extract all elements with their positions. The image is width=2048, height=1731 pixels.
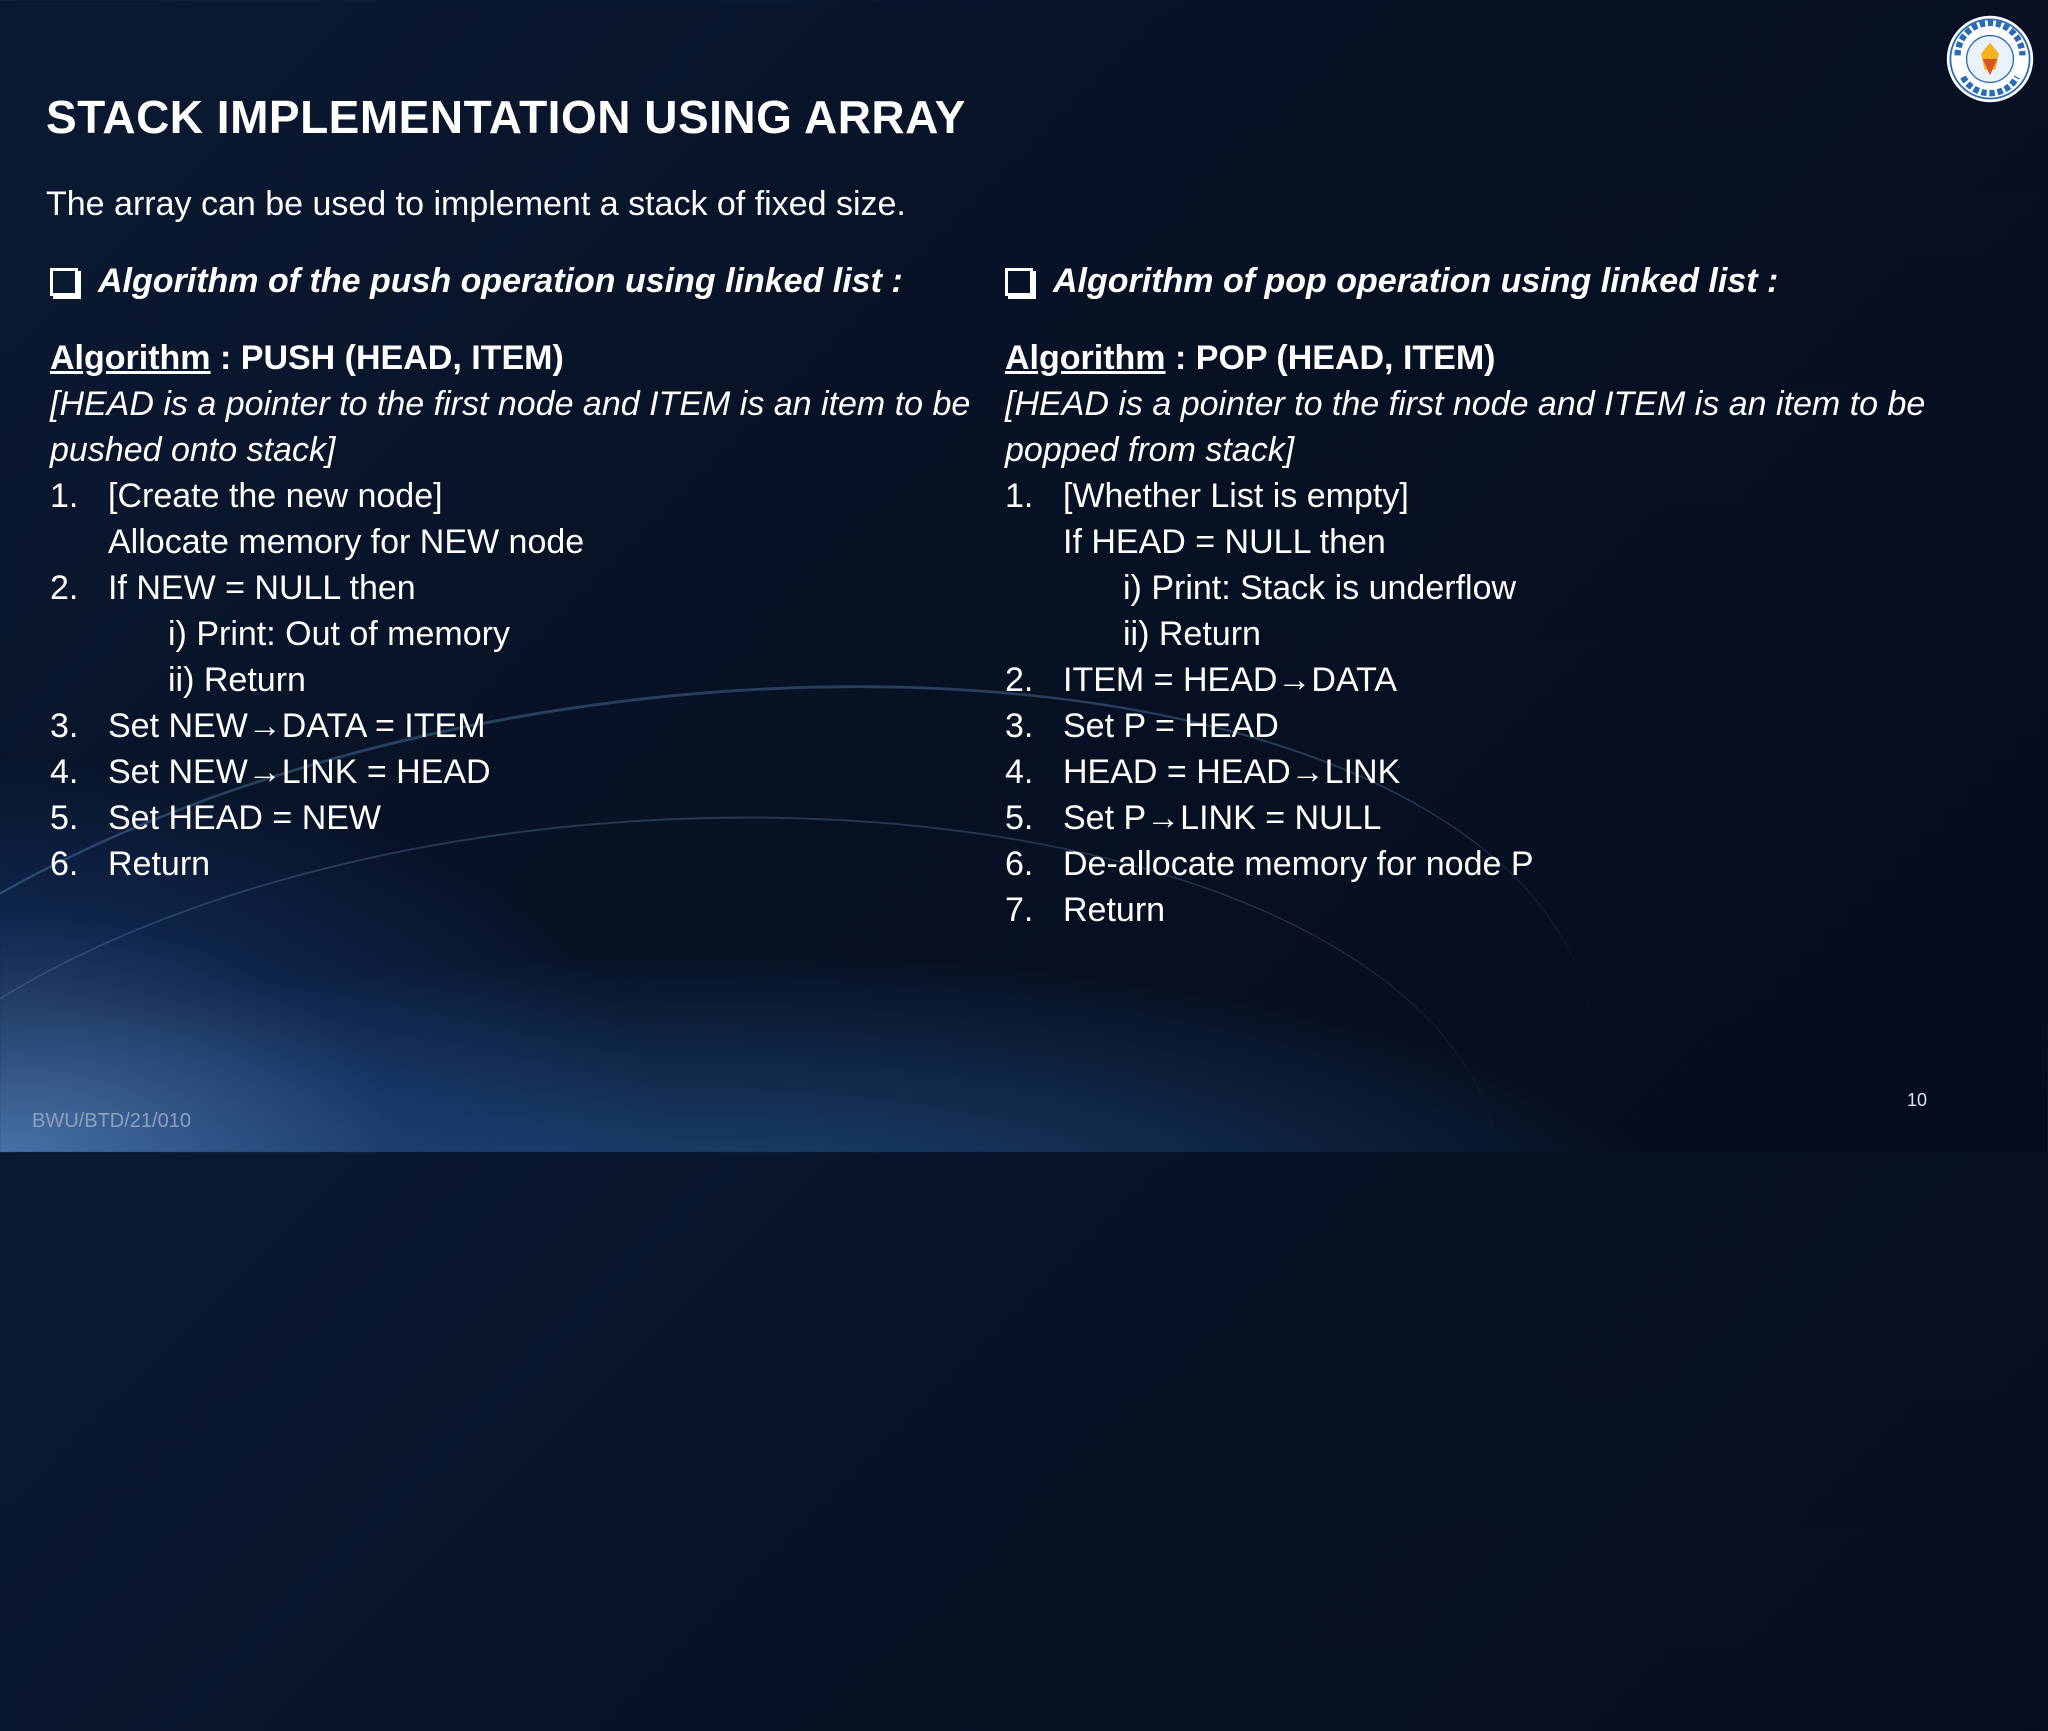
step-line <box>1005 473 1945 519</box>
step-number <box>50 519 108 565</box>
push-heading-text: Algorithm of the push operation using linked list : <box>98 262 903 300</box>
step-line <box>1005 795 1945 841</box>
step-number: 1. <box>50 477 79 515</box>
step-number: 6. <box>50 845 79 883</box>
step-line <box>50 749 990 795</box>
step-line <box>50 519 990 565</box>
step-number: 5. <box>50 799 79 837</box>
step-line <box>1005 841 1945 887</box>
step-number <box>50 611 108 657</box>
pop-note: [HEAD is a pointer to the first node and ITEM is an item to be popped from stack] <box>1005 385 1926 469</box>
step-line <box>50 473 990 519</box>
step-text: i) Print: Stack is underflow <box>1123 569 1517 607</box>
step-line <box>1005 703 1945 749</box>
push-heading <box>50 262 990 301</box>
step-number: 6. <box>1005 845 1034 883</box>
step-line <box>50 703 990 749</box>
push-column <box>50 262 990 887</box>
step-text: Set P→LINK = NULL <box>1063 799 1382 837</box>
algorithm-sig: : PUSH (HEAD, ITEM) <box>210 339 564 377</box>
step-number: 4. <box>50 753 79 791</box>
university-seal-icon <box>1945 14 2035 104</box>
step-number: 5. <box>1005 799 1034 837</box>
step-text: i) Print: Out of memory <box>168 615 510 653</box>
step-number: 2. <box>1005 661 1034 699</box>
step-text: HEAD = HEAD→LINK <box>1063 753 1401 791</box>
step-text: ITEM = HEAD→DATA <box>1063 661 1398 699</box>
step-line <box>1005 611 1945 657</box>
step-line <box>50 795 990 841</box>
step-text: De-allocate memory for node P <box>1063 845 1534 883</box>
step-line <box>1005 519 1945 565</box>
step-text: Return <box>108 845 211 883</box>
step-line <box>1005 565 1945 611</box>
step-number <box>1005 519 1063 565</box>
algorithm-label: Algorithm <box>1005 339 1166 377</box>
step-number: 1. <box>1005 477 1034 515</box>
step-line <box>50 841 990 887</box>
step-text: ii) Return <box>1123 615 1261 653</box>
slide-subtitle: The array can be used to implement a stack of fixed size. <box>46 185 906 223</box>
step-line <box>1005 887 1945 933</box>
step-line <box>50 565 990 611</box>
step-number <box>50 657 108 703</box>
slide-title: STACK IMPLEMENTATION USING ARRAY <box>46 91 966 143</box>
pop-heading <box>1005 262 1945 301</box>
page-number: 10 <box>1907 1090 1928 1110</box>
step-text: ii) Return <box>168 661 306 699</box>
footer-code: BWU/BTD/21/010 <box>32 1110 191 1132</box>
pop-algorithm-signature <box>1005 335 1945 381</box>
step-text: Allocate memory for NEW node <box>108 523 585 561</box>
algorithm-label: Algorithm <box>50 339 211 377</box>
push-note: [HEAD is a pointer to the first node and ITEM is an item to be pushed onto stack] <box>50 385 971 469</box>
checkbox-bullet-icon <box>50 268 78 296</box>
step-text: Set NEW→LINK = HEAD <box>108 753 491 791</box>
step-number: 4. <box>1005 753 1034 791</box>
step-text: [Create the new node] <box>108 477 443 515</box>
push-algorithm-signature <box>50 335 990 381</box>
step-number <box>1005 565 1063 611</box>
algorithm-sig: : POP (HEAD, ITEM) <box>1165 339 1496 377</box>
step-text: If NEW = NULL then <box>108 569 416 607</box>
step-number: 3. <box>50 707 79 745</box>
step-text: Set P = HEAD <box>1063 707 1279 745</box>
step-text: [Whether List is empty] <box>1063 477 1409 515</box>
step-text: If HEAD = NULL then <box>1063 523 1386 561</box>
step-text: Return <box>1063 891 1166 929</box>
step-line <box>1005 657 1945 703</box>
step-number <box>1005 611 1063 657</box>
step-text: Set NEW→DATA = ITEM <box>108 707 486 745</box>
step-number: 2. <box>50 569 79 607</box>
pop-column <box>1005 262 1945 933</box>
step-text: Set HEAD = NEW <box>108 799 382 837</box>
step-number: 3. <box>1005 707 1034 745</box>
step-line <box>50 611 990 657</box>
step-line <box>1005 749 1945 795</box>
checkbox-bullet-icon <box>1005 268 1033 296</box>
step-line <box>50 657 990 703</box>
step-number: 7. <box>1005 891 1034 929</box>
pop-heading-text: Algorithm of pop operation using linked list : <box>1053 262 1779 300</box>
